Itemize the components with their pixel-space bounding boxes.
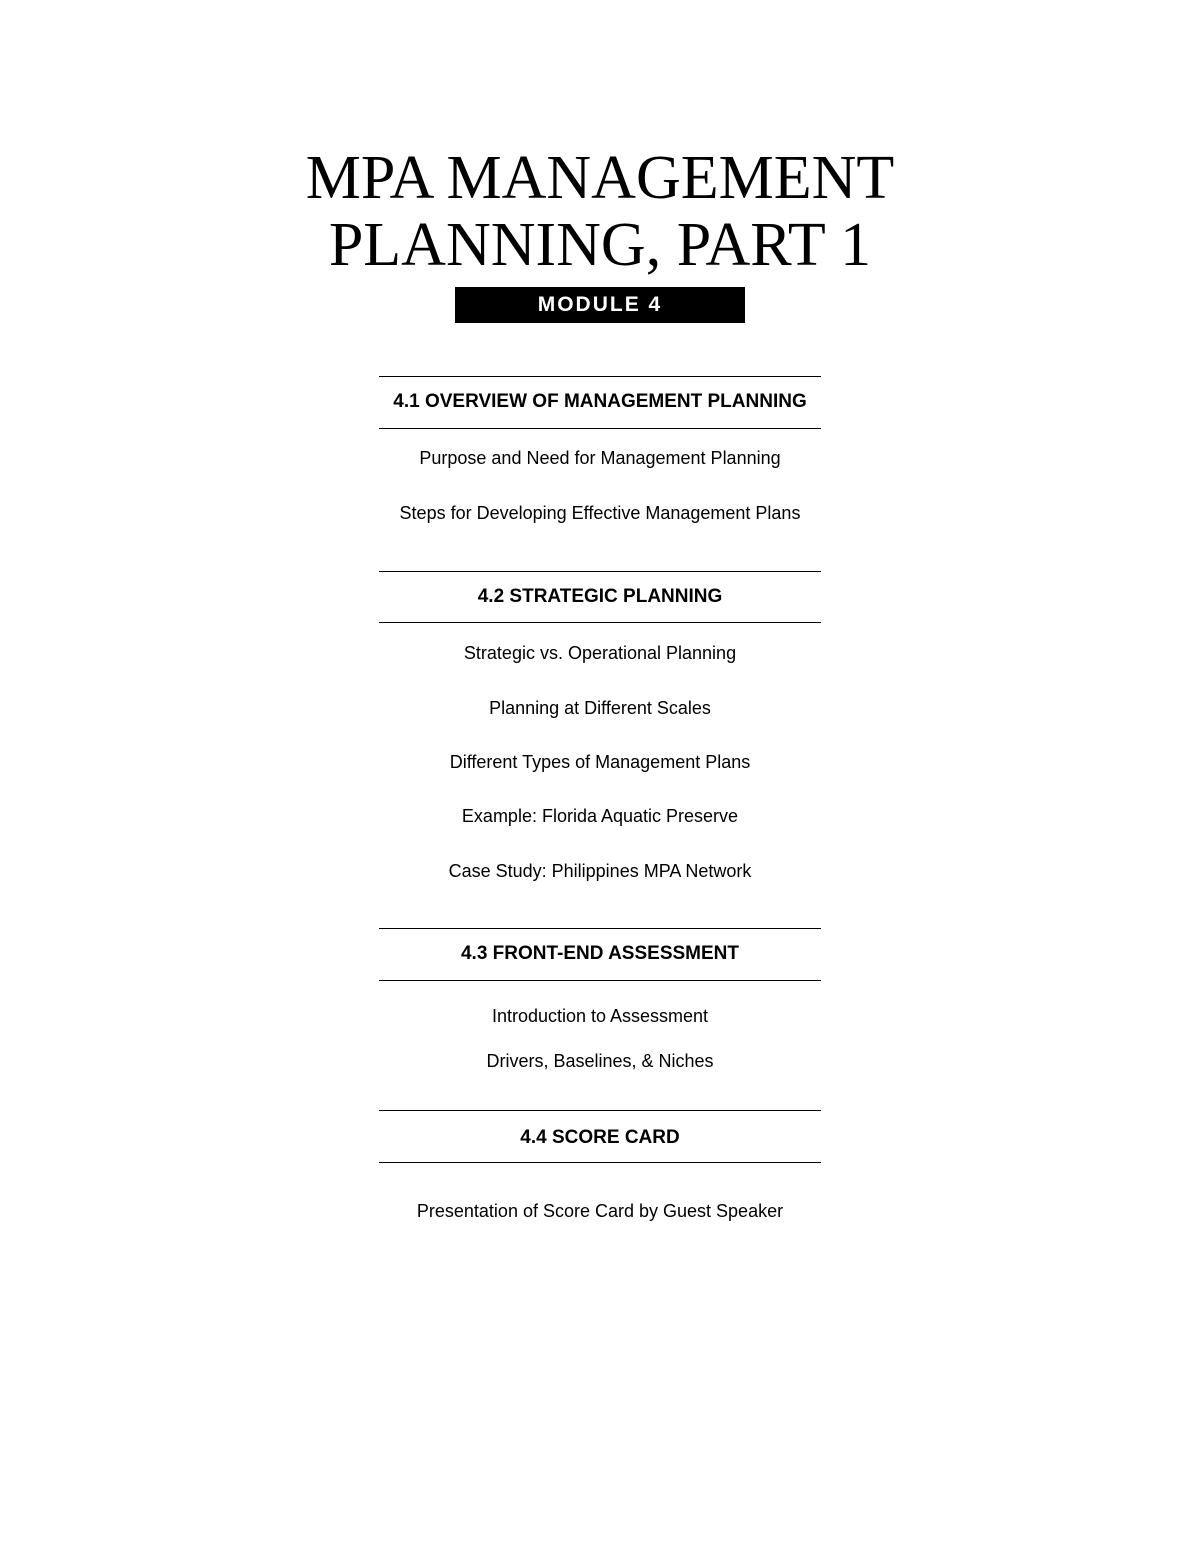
list-item: Steps for Developing Effective Management Plans [399,503,801,523]
module-badge: MODULE 4 [455,287,745,323]
list-item: Purpose and Need for Management Planning [419,448,781,468]
list-item: Planning at Different Scales [489,698,711,718]
list-item: Different Types of Management Plans [449,752,751,772]
page-title-line-1: MPA MANAGEMENT [305,144,895,212]
list-item: Presentation of Score Card by Guest Speaker [416,1201,784,1221]
section-bottom-rule [379,1162,821,1163]
list-item: Example: Florida Aquatic Preserve [461,806,739,826]
section-top-rule [379,571,821,572]
section-heading-4-1: 4.1 OVERVIEW OF MANAGEMENT PLANNING [393,391,807,412]
section-heading-4-4: 4.4 SCORE CARD [520,1127,680,1148]
section-top-rule [379,928,821,929]
section-bottom-rule [379,622,821,623]
section-bottom-rule [379,980,821,981]
list-item: Case Study: Philippines MPA Network [448,861,752,881]
list-item: Introduction to Assessment [491,1006,709,1026]
section-top-rule [379,376,821,377]
section-heading-4-3: 4.3 FRONT-END ASSESSMENT [460,943,739,964]
list-item: Drivers, Baselines, & Niches [486,1051,714,1071]
page-title-line-2: PLANNING, PART 1 [328,211,872,279]
section-top-rule [379,1110,821,1111]
section-heading-4-2: 4.2 STRATEGIC PLANNING [477,586,723,607]
section-bottom-rule [379,428,821,429]
list-item: Strategic vs. Operational Planning [463,643,737,663]
